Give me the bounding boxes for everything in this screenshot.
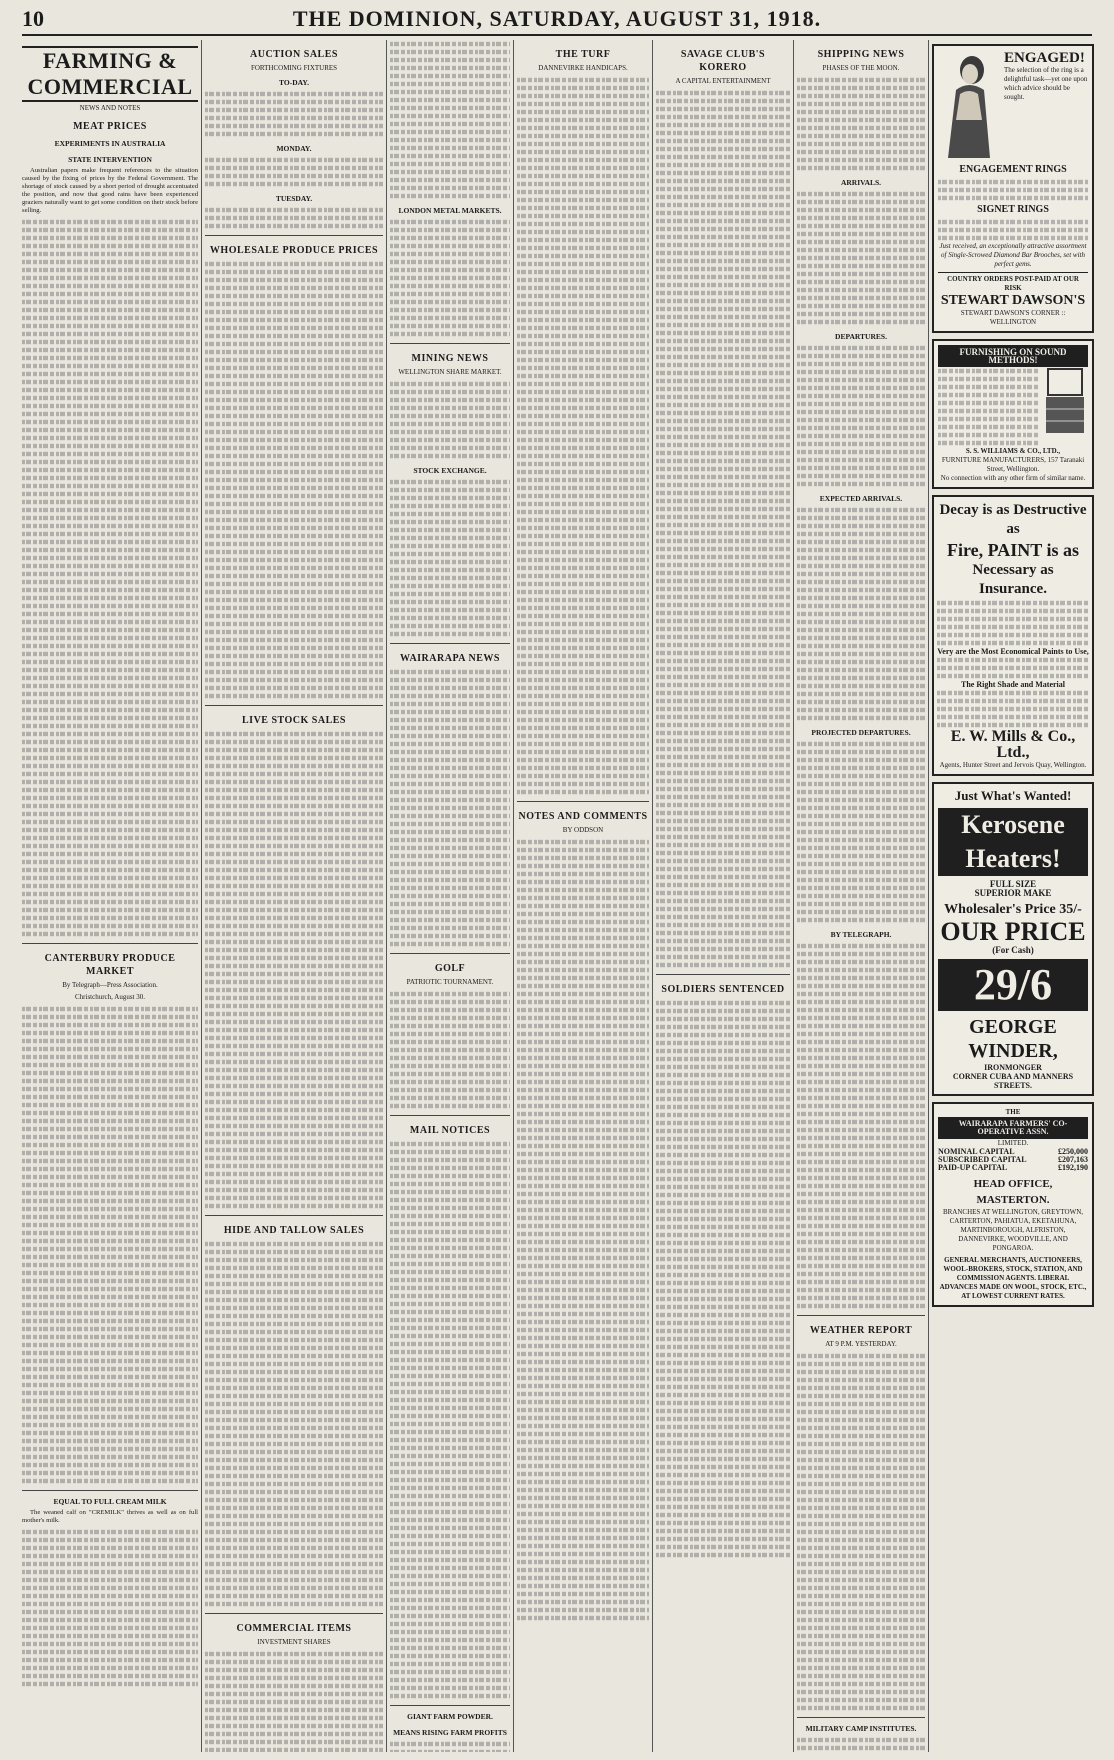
wfca-general: GENERAL MERCHANTS, AUCTIONEERS, WOOL-BROKERS, STOCK, STATION, AND COMMISSION AGENTS. LIBERAL ADVANCES MADE ON WOOL, STOCK, ETC., AT LOWEST CURRENT RATES. <box>939 1256 1087 1300</box>
newspaper-title: THE DOMINION, SATURDAY, AUGUST 31, 1918. <box>292 6 822 31</box>
engaged-title: ENGAGED! <box>1004 50 1085 66</box>
auction-subtitle: FORTHCOMING FIXTURES <box>250 64 338 72</box>
dawson-address: STEWART DAWSON'S CORNER :: WELLINGTON <box>960 309 1066 326</box>
heading-stock-exchange: STOCK EXCHANGE. <box>413 466 487 475</box>
heater-make: SUPERIOR MAKE <box>974 888 1052 898</box>
investment-subtitle: INVESTMENT SHARES <box>257 1638 331 1646</box>
article-body-text <box>390 668 510 948</box>
heading-commercial: COMMERCIAL ITEMS <box>236 1623 352 1634</box>
heading-telegraph: BY TELEGRAPH. <box>830 930 892 939</box>
article-body-text <box>390 380 510 460</box>
heading-wairarapa: WAIRARAPA NEWS <box>400 653 500 664</box>
heading-london-metal: LONDON METAL MARKETS. <box>398 206 502 215</box>
article-body-text <box>937 599 1089 647</box>
share-list <box>390 40 510 200</box>
cremilk-text: The weaned calf on "CREMILK" thrives as well as on full mother's milk. <box>22 1509 198 1524</box>
williams-sub: FURNITURE MANUFACTURERS, 157 Taranaki Street, Wellington. <box>941 456 1085 473</box>
dresser-illustration <box>1042 367 1088 437</box>
column-markets <box>390 40 510 1752</box>
country-orders: COUNTRY ORDERS POST-PAID AT OUR RISK <box>938 272 1088 293</box>
heading-golf: GOLF <box>434 963 466 974</box>
paint-right-shade: The Right Shade and Material <box>960 680 1065 689</box>
signet-rings-label: SIGNET RINGS <box>977 204 1049 215</box>
column-shipping <box>797 40 925 1752</box>
heading-giant-farm: GIANT FARM POWDER. <box>407 1712 493 1721</box>
section-title: FARMING & COMMERCIAL <box>22 46 198 102</box>
masthead <box>22 4 1092 36</box>
column-turf <box>517 40 649 1752</box>
engagement-rings-label: ENGAGEMENT RINGS <box>959 164 1067 175</box>
wfca-paid-label: PAID-UP CAPITAL <box>938 1163 1008 1172</box>
wfca-limited: LIMITED. <box>997 1139 1029 1147</box>
mining-subtitle: WELLINGTON SHARE MARKET. <box>398 368 502 376</box>
ad-wairarapa-farmers <box>932 1102 1094 1307</box>
article-body-text <box>205 260 383 700</box>
mills-name: E. W. Mills & Co., Ltd., <box>950 728 1076 761</box>
turf-subtitle: DANNEVIRKE HANDICAPS. <box>538 64 628 72</box>
column-auction <box>205 40 383 1752</box>
today-label: TO-DAY. <box>279 78 309 87</box>
article-body-text <box>797 942 925 1310</box>
article-body-text <box>22 1005 198 1485</box>
mills-address: Agents, Hunter Street and Jervois Quay, Wellington. <box>939 761 1087 769</box>
heading-cremilk: EQUAL TO FULL CREAM MILK <box>53 1497 167 1506</box>
moon-subtitle: PHASES OF THE MOON. <box>822 64 900 72</box>
monday-label: MONDAY. <box>276 144 312 153</box>
article-body-text <box>517 76 649 796</box>
weather-subtitle: AT 9 P.M. YESTERDAY. <box>825 1340 897 1348</box>
williams-name: S. S. WILLIAMS & CO., LTD., <box>965 447 1061 455</box>
heading-soldiers: SOLDIERS SENTENCED <box>661 984 785 995</box>
golf-subtitle: PATRIOTIC TOURNAMENT. <box>406 978 494 986</box>
ad-stewart-dawson <box>932 44 1094 333</box>
tuesday-label: TUESDAY. <box>275 194 313 203</box>
heater-top: Just What's Wanted! <box>954 788 1072 803</box>
heater-wholesale: Wholesaler's Price 35/- <box>944 902 1082 917</box>
dawson-name: STEWART DAWSON'S <box>940 293 1086 308</box>
article-body-text <box>797 1736 925 1752</box>
article-body-text <box>22 218 198 938</box>
wfca-nominal-label: NOMINAL CAPITAL <box>938 1147 1015 1156</box>
heading-turf: THE TURF <box>555 49 611 60</box>
notes-byline: BY ODDSON <box>562 826 604 834</box>
heading-mail-notices: MAIL NOTICES <box>409 1125 491 1136</box>
heading-meat-prices: MEAT PRICES <box>73 121 147 132</box>
heading-wholesale: WHOLESALE PRODUCE PRICES <box>209 245 379 256</box>
wfca-branches: BRANCHES AT WELLINGTON, GREYTOWN, CARTERTON, PAHIATUA, EKETAHUNA, MARTINBOROUGH, ALFRISTON, DANNEVIRKE, WOODVILLE, AND PONGAROA. <box>942 1208 1084 1252</box>
subheading-experiments: EXPERIMENTS IN AUSTRALIA <box>54 139 166 148</box>
article-body-text <box>22 1528 198 1688</box>
article-body-text <box>938 218 1088 242</box>
heading-departures: DEPARTURES. <box>835 332 887 341</box>
subheading-state: STATE INTERVENTION <box>68 155 152 164</box>
heater-cash: (For Cash) <box>992 945 1034 955</box>
wfca-nominal-value: £250,000 <box>1058 1147 1088 1156</box>
heading-live-stock: LIVE STOCK SALES <box>242 715 346 726</box>
article-paragraph: Australian papers make frequent references to the situation caused by the fixing of prices by the Federal Government. The shortage of stock caused by a short period of drought accentuated the position, and now that good rains have been experienced graziers naturally want to get some condition on their stock before selling. <box>22 167 198 214</box>
heater-our-price: OUR PRICE <box>940 917 1086 946</box>
furnishing-title: FURNISHING ON SOUND METHODS! <box>938 345 1088 367</box>
article-body-text <box>205 90 383 138</box>
heading-shipping: SHIPPING NEWS <box>817 49 905 60</box>
article-body-text <box>390 990 510 1110</box>
article-body-text <box>205 206 383 230</box>
wfca-paid-row <box>938 1164 1088 1172</box>
heater-title: Kerosene Heaters! <box>938 808 1088 876</box>
page-number: 10 <box>22 6 44 31</box>
article-body-text <box>656 89 790 969</box>
wfca-subscribed-label: SUBSCRIBED CAPITAL <box>938 1155 1027 1164</box>
byline: By Telegraph—Press Association. <box>62 981 158 989</box>
article-body-text <box>205 1240 383 1608</box>
article-body-text <box>517 838 649 1622</box>
article-body-text <box>390 478 510 638</box>
section-subtitle: NEWS AND NOTES <box>79 104 141 112</box>
heading-hide-tallow: HIDE AND TALLOW SALES <box>223 1225 365 1236</box>
wfca-head-office: HEAD OFFICE, MASTERTON. <box>973 1178 1053 1206</box>
engaged-text: The selection of the ring is a delightful task—yet one upon which advice should be sought. <box>1004 66 1088 101</box>
article-body-text <box>797 76 925 172</box>
heading-rising-profits: MEANS RISING FARM PROFITS <box>393 1728 507 1737</box>
article-body-text <box>797 344 925 488</box>
wfca-subscribed-value: £207,163 <box>1058 1155 1088 1164</box>
dawson-offer: Just received, an exceptionally attractive assortment of Single-Scrowed Diamond Bar Brooches, set with perfect gems. <box>939 242 1087 268</box>
heading-military: MILITARY CAMP INSTITUTES. <box>805 1724 917 1733</box>
wfca-name: WAIRARAPA FARMERS' CO-OPERATIVE ASSN. <box>938 1117 1088 1139</box>
heading-savage-club: SAVAGE CLUB'S KORERO <box>680 49 766 73</box>
heading-arrivals: ARRIVALS. <box>840 178 882 187</box>
winder-name: GEORGE WINDER, <box>968 1016 1058 1062</box>
article-body-text <box>797 190 925 326</box>
heading-mining: MINING NEWS <box>411 353 489 364</box>
heading-projected: PROJECTED DEPARTURES. <box>811 728 911 737</box>
ad-kerosene-heaters <box>932 782 1094 1096</box>
article-body-text <box>390 1140 510 1700</box>
paint-line-2: Fire, PAINT is as <box>946 540 1079 560</box>
article-body-text <box>205 730 383 1210</box>
lady-illustration <box>938 50 1000 162</box>
heading-notes: NOTES AND COMMENTS <box>518 811 648 822</box>
wfca-the: THE <box>1005 1108 1021 1116</box>
ad-furnishing <box>932 339 1094 489</box>
article-body-text <box>938 178 1088 202</box>
article-body-text <box>205 156 383 188</box>
article-body-text <box>390 218 510 338</box>
heading-expected: EXPECTED ARRIVALS. <box>819 494 903 503</box>
heater-price: 29/6 <box>938 959 1088 1011</box>
article-body-text <box>656 999 790 1559</box>
paint-economical: Very are the Most Economical Paints to Use, <box>937 647 1089 656</box>
savage-subtitle: A CAPITAL ENTERTAINMENT <box>675 77 771 85</box>
heater-size: FULL SIZE <box>989 879 1037 889</box>
column-farming <box>22 40 198 1752</box>
article-body-text <box>797 506 925 722</box>
article-body-text <box>797 1352 925 1712</box>
article-body-text <box>938 367 1038 447</box>
heading-canterbury: CANTERBURY PRODUCE MARKET <box>44 953 176 977</box>
column-savage <box>656 40 790 1752</box>
ad-paint <box>932 495 1094 776</box>
article-body-text <box>390 1740 510 1752</box>
paint-line-1: Decay is as Destructive as <box>939 502 1087 537</box>
winder-address: CORNER CUBA AND MANNERS STREETS. <box>952 1072 1074 1090</box>
article-body-text <box>797 740 925 924</box>
wfca-paid-value: £192,190 <box>1058 1163 1088 1172</box>
paint-line-3: Necessary as Insurance. <box>972 562 1054 597</box>
williams-note: No connection with any other firm of similar name. <box>940 474 1086 482</box>
column-ads <box>932 40 1094 1752</box>
winder-trade: IRONMONGER <box>984 1063 1042 1072</box>
article-body-text <box>937 689 1089 729</box>
share-list <box>205 1650 383 1752</box>
heading-weather: WEATHER REPORT <box>809 1325 913 1336</box>
heading-auction-sales: AUCTION SALES <box>250 49 338 60</box>
article-body-text <box>937 656 1089 680</box>
dateline: Christchurch, August 30. <box>75 993 145 1001</box>
